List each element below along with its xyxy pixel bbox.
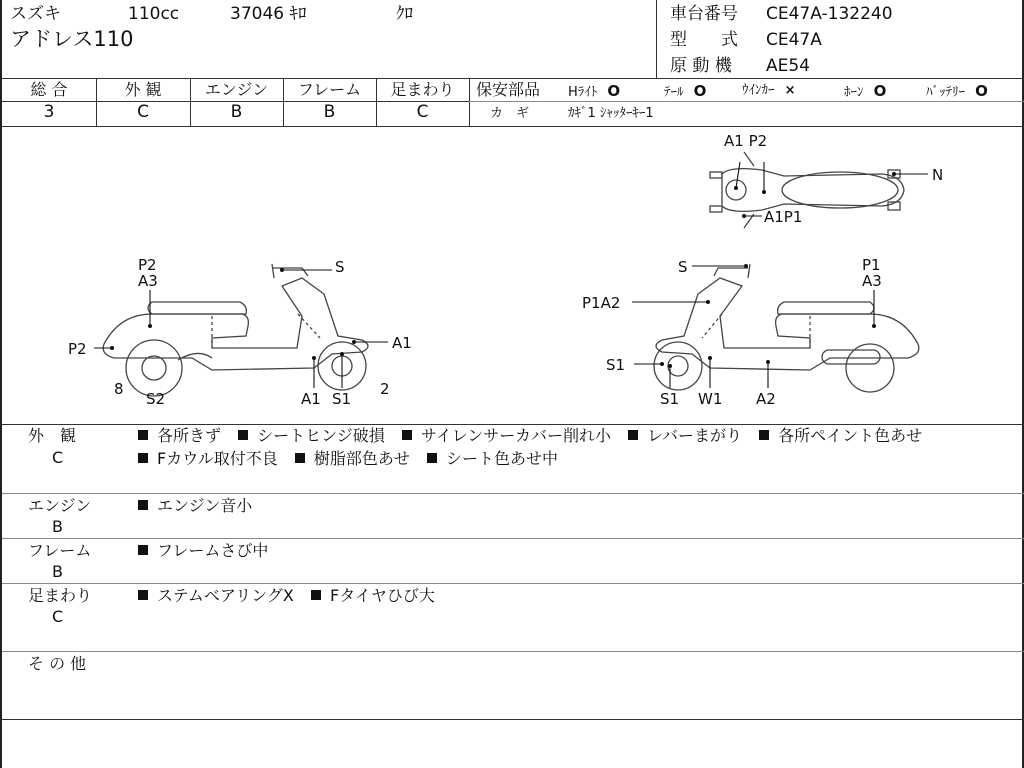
damage-diagram: [2, 126, 1022, 424]
diag-label: P2: [68, 340, 87, 358]
diag-label: S2: [146, 390, 166, 408]
grade-header-suspension: 足まわり: [390, 80, 455, 99]
remark-title-engine: エンジン: [28, 496, 92, 515]
maker: スズキ: [10, 4, 61, 24]
diag-label: 8: [114, 380, 124, 398]
remark-items-engine: エンジン音小: [138, 498, 264, 514]
key-label: カ ギ: [490, 106, 530, 121]
diag-label: W1: [698, 390, 723, 408]
safety-horn: ﾎｰﾝ O: [844, 82, 887, 100]
grade-header-overall: 総 合: [30, 80, 68, 99]
model-type-label: 型 式: [670, 30, 738, 50]
grade-frame: B: [323, 102, 336, 122]
mileage: 37046 ｷﾛ: [230, 4, 307, 24]
grade-suspension: C: [416, 102, 429, 122]
header-divider: [656, 0, 657, 78]
diag-label: S1: [606, 356, 626, 374]
grade-overall: 3: [43, 102, 55, 122]
diag-label: P1: [862, 256, 881, 274]
diag-label: S: [335, 258, 345, 276]
safety-headlight: Hﾗｲﾄ O: [568, 82, 621, 100]
diag-label: 2: [380, 380, 390, 398]
diag-label: S1: [332, 390, 352, 408]
grade-exterior: C: [137, 102, 149, 122]
model-type: CE47A: [766, 30, 822, 50]
remark-items-suspension: ステムベアリングX Fタイヤひび大: [138, 588, 447, 604]
remark-title-exterior: 外 観: [28, 426, 77, 445]
diag-label: A1P1: [764, 208, 803, 226]
safety-tail: ﾃｰﾙ O: [664, 82, 707, 100]
remark-title-suspension: 足まわり: [28, 586, 93, 605]
remark-items-exterior-line1: 各所きず シートヒンジ破損 サイレンサーカバー削れ小 レバーまがり 各所ペイント色あせ: [138, 428, 922, 444]
grade-header-exterior: 外 観: [124, 80, 162, 99]
safety-label: 保安部品: [476, 80, 541, 99]
grade-engine: B: [230, 102, 243, 122]
remark-grade-exterior: C: [52, 448, 64, 467]
grade-header-frame: フレーム: [297, 80, 362, 99]
safety-winker: ｳｲﾝｶｰ ×: [742, 83, 796, 98]
diag-label: A3: [138, 272, 158, 290]
diag-label: S: [678, 258, 688, 276]
remark-grade-frame: B: [52, 562, 63, 581]
diag-label: A1: [392, 334, 412, 352]
remark-grade-suspension: C: [52, 607, 64, 626]
diag-label: A3: [862, 272, 882, 290]
frame-no-label: 車台番号: [670, 4, 738, 24]
remark-items-frame: フレームさび中: [138, 543, 280, 559]
remark-title-other: そ の 他: [28, 654, 87, 673]
diag-label: P1A2: [582, 294, 621, 312]
remark-items-exterior-line2: Fカウル取付不良 樹脂部色あせ シート色あせ中: [138, 451, 570, 467]
diag-label: N: [932, 166, 944, 184]
frame-no: CE47A-132240: [766, 4, 893, 24]
diag-label: S1: [660, 390, 680, 408]
remark-title-frame: フレーム: [28, 541, 92, 560]
safety-battery: ﾊﾞｯﾃﾘｰ O: [926, 82, 988, 100]
diag-label: A1 P2: [724, 132, 768, 150]
remark-grade-engine: B: [52, 517, 63, 536]
displacement: 110cc: [128, 4, 180, 24]
model-name: アドレス110: [10, 27, 134, 51]
diag-label: A2: [756, 390, 776, 408]
diag-label: A1: [301, 390, 321, 408]
engine-label: 原 動 機: [670, 56, 732, 76]
grade-header-engine: エンジン: [204, 80, 269, 99]
engine-type: AE54: [766, 56, 811, 76]
top-view-scooter: [710, 152, 904, 228]
diag-label: P2: [138, 256, 157, 274]
color: ｸﾛ: [396, 4, 413, 24]
key-value: ｶｷﾞ1 ｼｬｯﾀｰｷｰ1: [568, 106, 654, 121]
